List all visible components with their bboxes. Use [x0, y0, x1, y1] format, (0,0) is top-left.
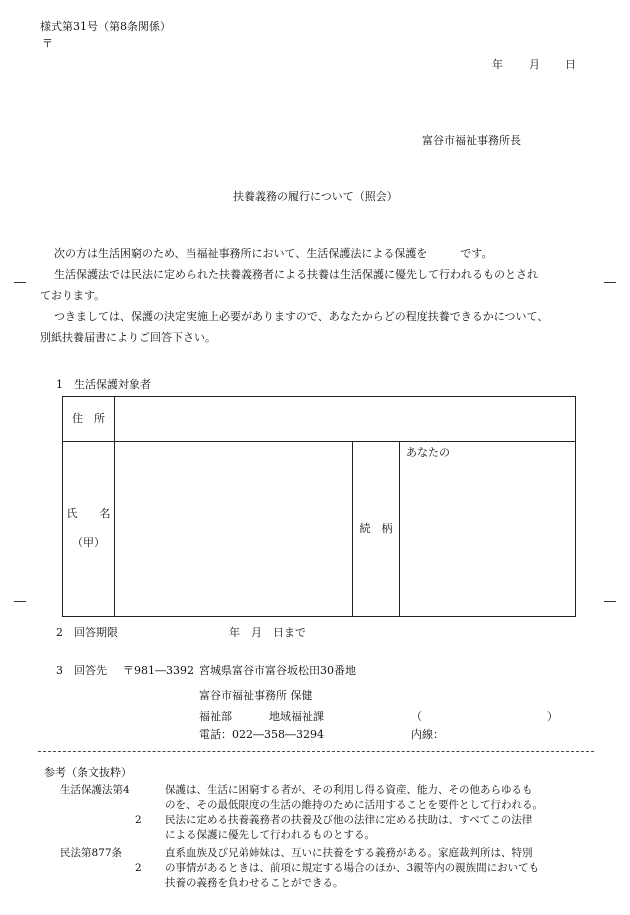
subject-table: [62, 396, 576, 617]
address-field: [115, 397, 576, 442]
law2-text: 扶養の義務を負わせることができる。: [165, 877, 344, 889]
law2-item-number: 2: [135, 862, 142, 874]
section3-heading: 3 回答先: [56, 664, 107, 677]
body-line: ております。: [40, 289, 106, 302]
right-margin-mark: [604, 601, 616, 602]
date-month: 月: [529, 58, 540, 71]
reply-section: 地域福祉課: [269, 710, 324, 723]
law1-text: のを、その最低限度の生活の維持のために活用することを要件として行われる。: [165, 799, 543, 811]
law1-label: 生活保護法第4: [60, 784, 130, 796]
law1-item-number: 2: [135, 814, 142, 826]
reply-address: 宮城県富谷市富谷坂松田30番地: [199, 664, 356, 677]
reply-postal: 〒981―3392: [123, 664, 194, 677]
paren-close: ）: [547, 710, 558, 723]
paren-open: （: [411, 710, 422, 723]
address-label: 住 所: [63, 397, 115, 442]
law2-label: 民法第877条: [60, 847, 123, 859]
reply-extension: 内線：: [411, 728, 444, 741]
body-paragraph: [40, 243, 590, 348]
law2-text: の事情があるときは、前項に規定する場合のほか、3親等内の親族間においても: [165, 862, 540, 874]
postal-mark: 〒: [42, 37, 53, 50]
reply-office: 富谷市福祉事務所 保健: [199, 689, 313, 702]
name-label: 氏 名 （甲）: [63, 442, 115, 617]
body-line: 生活保護法では民法に定められた扶養義務者による扶養は生活保護に優先して行われるものとされ: [54, 268, 538, 281]
right-margin-mark: [604, 282, 616, 283]
dashed-divider: [38, 751, 594, 752]
name-sub-label: （甲）: [72, 536, 105, 549]
section1-heading: 1 生活保護対象者: [56, 378, 151, 391]
document-title: 扶養義務の履行について（照会）: [233, 190, 398, 203]
body-line: つきましては、保護の決定実施上必要がありますので、あなたからどの程度扶養できるかについて、: [54, 310, 549, 323]
body-line: 別紙扶養届書によりご回答下さい。: [40, 331, 216, 344]
relation-label: 続 柄: [353, 442, 400, 617]
name-field: [115, 442, 353, 617]
relation-field: [400, 442, 576, 617]
left-margin-mark: [14, 282, 26, 283]
relation-prefix: あなたの: [406, 446, 450, 459]
reference-heading: 参考（条文抜粋）: [44, 766, 132, 779]
reply-phone: 電話：022―358―3294: [199, 728, 324, 741]
section2-heading: 2 回答期限: [56, 626, 118, 639]
left-margin-mark: [14, 601, 26, 602]
reply-dept: 福祉部: [199, 710, 232, 723]
law1-text: 民法に定める扶養義務者の扶養及び他の法律に定める扶助は、すべてこの法律: [165, 814, 533, 826]
sender-name: 富谷市福祉事務所長: [422, 134, 521, 147]
law1-text: 保護は、生活に困窮する者が、その利用し得る資産、能力、その他あらゆるも: [165, 784, 533, 796]
reply-deadline: 年 月 日まで: [229, 626, 306, 639]
law1-text: による保護に優先して行われるものとする。: [165, 829, 375, 841]
form-number: 様式第31号（第8条関係）: [40, 20, 171, 33]
body-line: 次の方は生活困窮のため、当福祉事務所において、生活保護法による保護を です。: [54, 247, 493, 260]
law2-text: 直系血族及び兄弟姉妹は、互いに扶養をする義務がある。家庭裁判所は、特別: [165, 847, 533, 859]
date-year: 年: [492, 58, 503, 71]
date-day: 日: [565, 58, 576, 71]
